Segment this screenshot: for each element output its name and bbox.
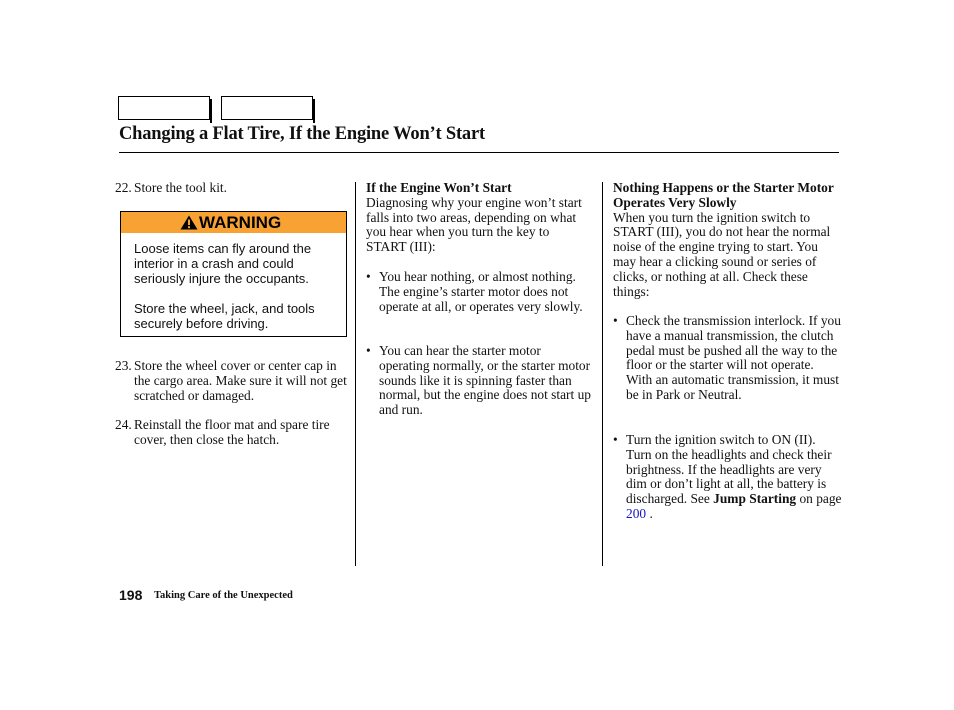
step-number: 24.: [115, 417, 132, 432]
warning-triangle-icon: [180, 215, 198, 230]
bullet-text: [626, 433, 843, 522]
on-page-text: on page: [799, 491, 842, 507]
bullet-dot: •: [366, 269, 371, 284]
step-text: Store the tool kit.: [134, 180, 227, 195]
bullet-text-main: Turn the ignition switch to ON (II). Turn on the headlights and check their brightness. If the headlights are very dim or don’t light at all, the battery is discharged. See: [626, 432, 832, 507]
step-22: [115, 181, 350, 196]
column-3: [613, 181, 841, 299]
nav-box-1[interactable]: [118, 96, 210, 120]
page-title: Changing a Flat Tire, If the Engine Won’t Start: [119, 124, 485, 144]
section-footer: Taking Care of the Unexpected: [154, 590, 293, 601]
bullet-dot: •: [613, 432, 618, 447]
bullet-item: [366, 270, 592, 314]
page-number: 198: [119, 587, 143, 603]
jump-starting-reference: Jump Starting: [713, 491, 797, 507]
bullet-dot: •: [613, 313, 618, 328]
section-heading: If the Engine Won’t Start: [366, 180, 512, 195]
bullet-text: You can hear the starter motor operating normally, or the starter motor sounds like it is spinning faster than normal, but the engine does not start up and run.: [379, 343, 591, 418]
page-link[interactable]: 200: [626, 505, 647, 521]
intro-paragraph: When you turn the ignition switch to START (III), you do not hear the normal noise of the engine trying to start. You may hear a clicking sound or series of clicks, or nothing at all. Check these things:: [613, 209, 831, 299]
sentence-end: .: [649, 505, 653, 521]
warning-header: [121, 212, 346, 233]
step-number: 23.: [115, 358, 132, 373]
warning-text-2: Store the wheel, jack, and tools securely before driving.: [134, 301, 315, 331]
column-2: [366, 181, 592, 255]
step-number: 22.: [115, 180, 132, 195]
section-heading: Nothing Happens or the Starter Motor Operates Very Slowly: [613, 180, 834, 210]
column-divider-2: [602, 182, 603, 566]
bullet-text: Check the transmission interlock. If you have a manual transmission, the clutch pedal must be pushed all the way to the floor or the starter will not operate. With an automatic transmission, it must be in Park or Neutral.: [626, 313, 841, 402]
bullet-item: [366, 344, 592, 418]
step-text: Store the wheel cover or center cap in the cargo area. Make sure it will not get scratched or damaged.: [134, 358, 347, 403]
bullet-text: You hear nothing, or almost nothing. The engine’s starter motor does not operate at all, or operates very slowly.: [379, 269, 583, 314]
title-divider: [119, 152, 839, 153]
step-text: Reinstall the floor mat and spare tire cover, then close the hatch.: [134, 417, 330, 447]
bullet-item: [613, 314, 841, 403]
nav-box-2[interactable]: [221, 96, 313, 120]
step-24: [115, 418, 350, 448]
warning-label: WARNING: [199, 213, 282, 232]
warning-text-1: Loose items can fly around the interior in a crash and could seriously injure the occupants.: [134, 241, 312, 286]
intro-paragraph: Diagnosing why your engine won’t start falls into two areas, depending on what you hear when you turn the key to START (III):: [366, 194, 582, 255]
column-divider-1: [355, 182, 356, 566]
bullet-item: [613, 433, 843, 522]
warning-box: [120, 211, 347, 337]
bullet-dot: •: [366, 343, 371, 358]
step-23: [115, 359, 350, 403]
